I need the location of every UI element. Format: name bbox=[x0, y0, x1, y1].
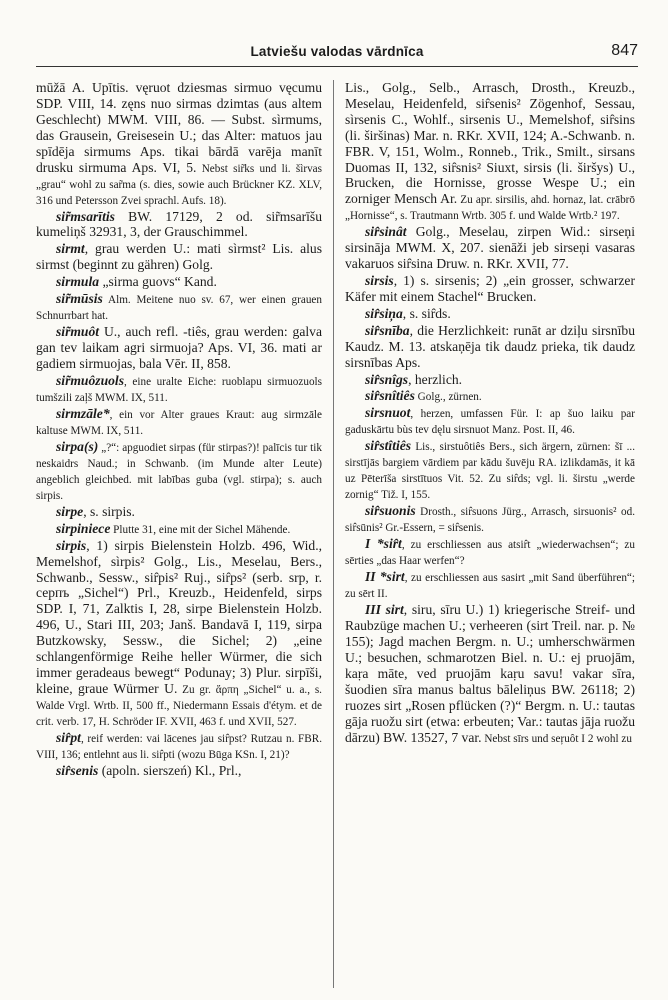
dictionary-entry bbox=[36, 730, 322, 762]
entry-text: , herzen, umfassen Für. I: ap šuo laiku par gaduskārtu bùs tev dęlu sirsnuot Manz. Post. II, 46. bbox=[345, 408, 635, 437]
headword: sirmt bbox=[56, 241, 85, 257]
dictionary-entry bbox=[36, 406, 322, 438]
entry-text: Lis., Golg., Selb., Arrasch, Drosth., Kreuzb., Meselau, Heidenfeld, sir̂senis² Zögenhof, Sessau, sìrsenis C., Wohlf., sirsenis U., Memelshof, sir̂sins (li. širšinas) Mar. n. RKr. XVII, 124; A.-Schwanb. n. FBR. V, 151, Wolm., Ronneb., Trik., Smilt., sirsans Duomas II, 132, sir̂snis² Siuxt, sirsis (li. širšys) U., Brucken, die Hornisse, grosse Wespe U.; ein zorniger Mensch Ar. bbox=[345, 80, 635, 207]
dictionary-entry bbox=[345, 602, 635, 745]
headword: sir̂siņa bbox=[365, 305, 403, 321]
headword: sirmula bbox=[56, 274, 100, 290]
dictionary-entry bbox=[345, 306, 635, 322]
entry-text: mūžā A. Upītis. vęruot dziesmas sirmuo vęcumu SDP. VIII, 14. zęns nuo sirmas dzimtas (aus altem Geschlecht) MWM. VIII, 86. — Subst. sìrmums, das Grausein, Greisesein U.; das Alter: matuos jau spīdēja sirmums Aps. tikai bārdā varēja manīt drusku sirmuma Aps. VI, 5. bbox=[36, 80, 322, 175]
headword: sir̃mūsis bbox=[56, 291, 103, 307]
headword: sirpa(s) bbox=[56, 438, 99, 454]
headword: sirpiniece bbox=[56, 520, 111, 536]
dictionary-entry bbox=[345, 536, 635, 568]
headword: sir̂suonis bbox=[365, 503, 416, 519]
page-number: 847 bbox=[611, 42, 638, 59]
entry-text: , siru, sīru U.) 1) kriegerische Streif- und Raubzüge machen U.; verheeren (sirt Treil. nar. p. № 155); Jagd machen Bergm. n. U.; umherschwärmen U.; besuchen, schmarotzen Biel. n. U.: ej pruojām, kaṛa māte, ved pruojām kaṛu savu! vakar sīra, šuodien sīra manus baltus bāleliņus BW. 26118; 2) ruozes sirt „Rosen pflücken (?)“ Bergm. n. U.: tautas gāja ruožu sirt (etwa: erbeuten; Var.: tautas jāja ruožu dārzu) BW. 13527, 7 var. bbox=[345, 602, 636, 745]
entry-text: Golg., Meselau, zirpen Wid.: sirseņi sirsināja MWM. X, 207. sienāži jeb sirseņi vasaras vakaruos sir̂sina Druw. n. RKr. XVII, 77. bbox=[345, 224, 635, 272]
entry-text: , zu erschliessen aus sasirt „mit Sand überführen“; zu sērt II. bbox=[345, 572, 635, 601]
right-column bbox=[345, 80, 635, 747]
entry-text: , 1) s. sirsenis; 2) „ein grosser, schwarzer Käfer mit einem Stachel“ Brucken. bbox=[345, 273, 635, 304]
dictionary-entry bbox=[345, 569, 635, 601]
dictionary-entry bbox=[345, 388, 635, 404]
dictionary-entry bbox=[36, 521, 322, 537]
entry-text: „sirma guovs“ Kand. bbox=[99, 274, 217, 290]
entry-text: , s. sir̂ds. bbox=[402, 305, 451, 321]
headword: sir̂senis bbox=[56, 762, 99, 778]
entry-text: , s. sirpis. bbox=[83, 503, 135, 519]
entry-text: „?“: apguodiet sirpas (für stirpas?)! palīcis tur tik neskaidrs Naud.; in Schwanb. (im Munde alter Leute) angeblich gleichbed. mit labības guba (vgl. stirpa); s. auch sirpis. bbox=[36, 441, 322, 502]
headword: sir̂stîtiês bbox=[365, 438, 412, 454]
dictionary-entry bbox=[36, 274, 322, 290]
headword: sir̂sinât bbox=[365, 224, 407, 240]
headword: sir̂pt bbox=[56, 729, 81, 745]
entry-text: Alm. Meitene nuo sv. 67, wer einen grauen Schnurrbart hat. bbox=[36, 294, 322, 323]
dictionary-entry bbox=[36, 538, 322, 729]
entry-text: , grau werden U.: mati sìrmst² Lis. alus sirmst (beginnt zu gähren) Golg. bbox=[36, 241, 322, 273]
entry-etymology: Nebst sīrs und seŗuôt I 2 wohl zu bbox=[481, 732, 632, 745]
column-divider bbox=[333, 80, 334, 988]
entry-text: U., auch refl. -tiês, grau werden: galva gan tev laikam agri sirmuoja? Aps. VI, 36. mati ar gadiem sirmuojas, bala Vēr. II, 858. bbox=[36, 324, 322, 371]
entry-text: Golg., zürnen. bbox=[414, 391, 482, 404]
dictionary-entry bbox=[345, 503, 635, 535]
dictionary-entry bbox=[345, 438, 635, 502]
dictionary-entry bbox=[36, 209, 322, 241]
headword: sirpe bbox=[56, 503, 84, 519]
dictionary-entry bbox=[36, 291, 322, 323]
dictionary-entry bbox=[36, 241, 322, 273]
headword: sirpis bbox=[56, 537, 87, 553]
dictionary-entry bbox=[36, 763, 322, 779]
entry-text: , reif werden: vai lācenes jau sir̂pst? Rutzau n. FBR. VIII, 136; entlehnt aus li. sir̂pti (wozu Būga KSn. I, 21)? bbox=[36, 732, 322, 761]
entry-etymology: Zu apr. sirsilis, ahd. hornaz, lat. crābrō „Hornisse“, s. Trautmann Wrtb. 305 f. und Walde Wrtb.² 197. bbox=[345, 194, 635, 223]
headword: sir̃muôzuols bbox=[56, 372, 125, 388]
entry-etymology: Zu gr. ἅρπη „Sichel“ u. a., s. Walde Vrgl. Wrtb. II, 500 ff., Niedermann Essais d'étym. et de crit. verb. 17, H. Schröder IF. XVII, 463 f. und XVII, 527. bbox=[36, 683, 322, 728]
dictionary-entry bbox=[36, 324, 322, 372]
dictionary-entry bbox=[345, 273, 635, 305]
headword: III sirt bbox=[365, 602, 404, 618]
entry-text: , 1) sirpis Bielenstein Holzb. 496, Wid., Memelshof, sìrpis² Golg., Lis., Meselau, Bers., Schwanb., Sessw., sir̂pis² Ruj., sir̂ps² (serb. srp, r. серпъ „Sichel“) Prl., Kreuzb., Heidenfeld, sirps SDP. I, 71, Zalktis I, 28, sirpe Bielenstein Holzb. 496, U., Stari III, 203; Janš. Bandavā I, 119, sirpa Butzkowsky, Sessw., die Sichel; 2) „eine schlangenförmige Reihe heller Würmer, die sich immer geradeaus bewegt“ Podunay; 3) Plur. sirpīši, kleine, graue Würmer U. bbox=[36, 537, 322, 696]
dictionary-entry bbox=[36, 373, 322, 405]
entry-text: Lis., sirstuôtiês Bers., sich ärgern, zürnen: šī ... sirstījās bargiem vārdiem par kādu šuvēju RA. izlikdamās, it kā uz Pēterīša sirstītuos Vit. 52. Zu sir̂ds; vgl. li. širstu „werde zornig“ Tiž. I, 155. bbox=[345, 441, 635, 502]
dictionary-entry bbox=[345, 224, 635, 272]
entry-text: , eine uralte Eiche: ruoblapu sirmuozuols tumšzili zaļš MWM. IX, 511. bbox=[36, 375, 322, 404]
entry-continuation bbox=[345, 80, 635, 223]
entry-text: , die Herzlichkeit: runāt ar dziļu sirsnību Kaudz. M. 13. atskaņēja tik daudz prieka, tik daudz sirsnības Aps. bbox=[345, 322, 635, 370]
headword: II *sirt bbox=[365, 569, 405, 585]
dictionary-entry bbox=[345, 323, 635, 371]
entry-text: , ein vor Alter graues Kraut: aug sirmzāle kaltuse MWM. IX, 511. bbox=[36, 408, 322, 437]
entry-text: Drosth., sir̂suons Jürg., Arrasch, sirsuonis² od. sir̂sūnis² Gr.-Essern, = sir̂senis. bbox=[345, 506, 635, 535]
headword: I *sir̂t bbox=[365, 536, 402, 552]
dictionary-entry bbox=[345, 405, 635, 437]
entry-text: Plutte 31, eine mit der Sichel Mähende. bbox=[110, 523, 291, 536]
headword: sir̃muôt bbox=[56, 324, 100, 340]
headword: sir̂snîgs bbox=[365, 371, 409, 387]
dictionary-entry bbox=[345, 372, 635, 388]
entry-etymology: Nebst sir̃ks und li. šìrvas „grau“ wohl zu sar̃ma (s. dies, sowie auch Brückner KZ. XLV, 316 und Petersson Zvei sprachl. Aufs. 18). bbox=[36, 162, 322, 207]
entry-continuation bbox=[36, 80, 322, 208]
page-header bbox=[36, 44, 638, 67]
entry-text: , herzlich. bbox=[408, 371, 463, 387]
headword: sirsis bbox=[365, 273, 394, 289]
headword: sir̃msarītis bbox=[56, 208, 115, 224]
headword: sir̂snîtiês bbox=[365, 388, 415, 404]
dictionary-entry bbox=[36, 504, 322, 520]
headword: sir̂snība bbox=[365, 322, 410, 338]
entry-text: BW. 17129, 2 od. sir̃msarīšu kumeliņš 32931, 3, der Grauschimmel. bbox=[36, 208, 322, 240]
dictionary-entry bbox=[36, 439, 322, 503]
dictionary-title: Latviešu valodas vārdnīca bbox=[250, 44, 424, 59]
entry-text: (apoln. sierszeń) Kl., Prl., bbox=[98, 762, 242, 778]
headword: sirsnuot bbox=[365, 405, 411, 421]
entry-text: , zu erschliessen aus atsir̂t „wiederwachsen“; zu sērties „das Haar werfen“? bbox=[345, 539, 635, 568]
left-column bbox=[36, 80, 322, 780]
headword: sirmzāle* bbox=[56, 405, 110, 421]
